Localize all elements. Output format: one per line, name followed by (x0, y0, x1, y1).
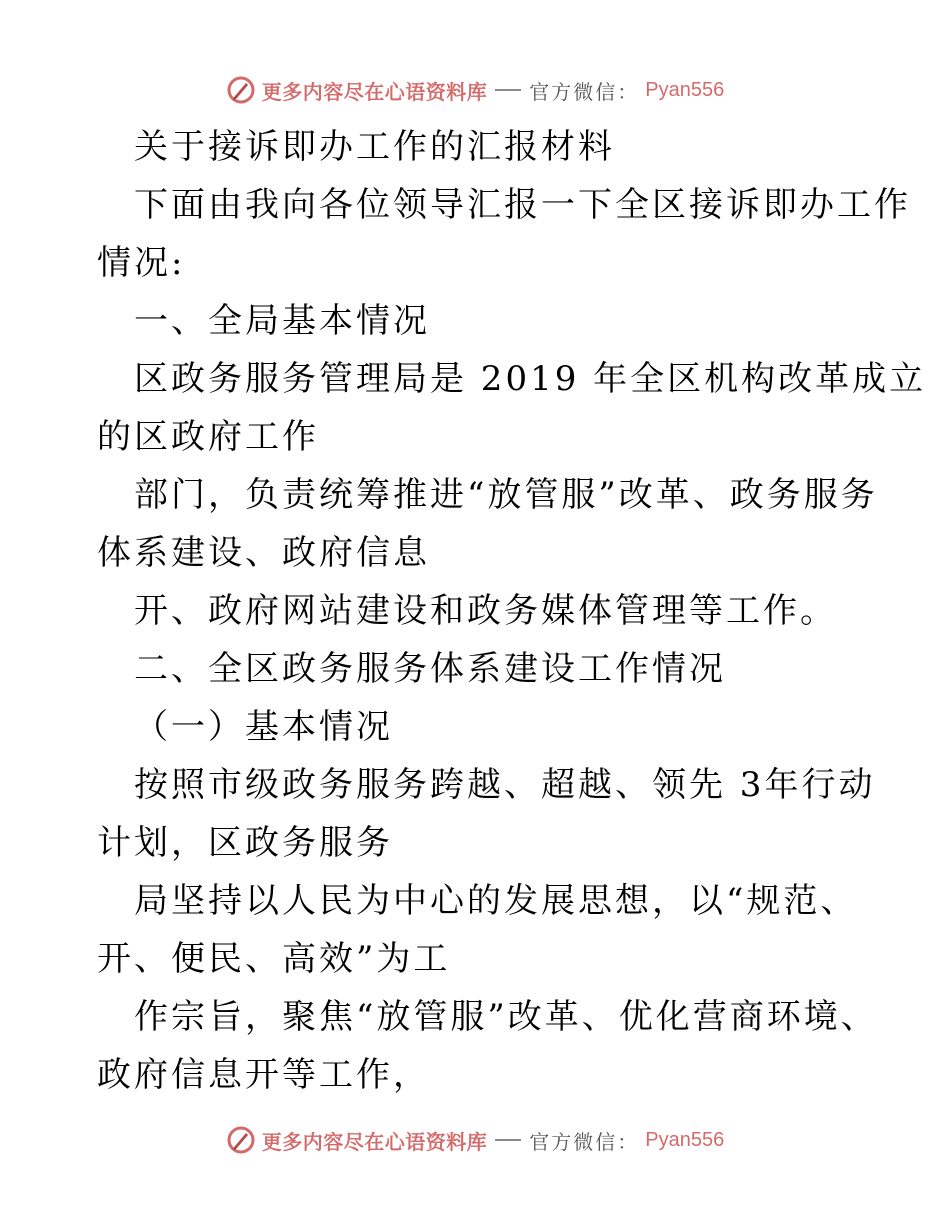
quill-pen-circle-icon (226, 75, 256, 105)
watermark-content (226, 1125, 724, 1155)
watermark-separator (495, 1139, 521, 1141)
section-heading: 一、全局基本情况 (134, 301, 430, 341)
watermark-site-text: 更多内容尽在心语资料库 (261, 1129, 488, 1154)
watermark-wechat-id: Pyan556 (645, 1128, 725, 1151)
document-body (97, 118, 927, 1104)
watermark-content (226, 75, 724, 105)
watermark-wechat-label: 官方微信： (529, 79, 640, 104)
paragraph-line: 情况: (97, 243, 186, 283)
section-heading: 二、全区政务服务体系建设工作情况 (134, 649, 726, 689)
quill-pen-circle-icon (226, 1125, 256, 1155)
paragraph-line: 部门，负责统筹推进“放管服”改革、政务服务 (134, 475, 878, 515)
paragraph-line: 作宗旨，聚焦“放管服”改革、优化营商环境、 (134, 997, 878, 1037)
subsection-heading: （一）基本情况 (134, 707, 393, 747)
watermark-wechat-id: Pyan556 (645, 78, 725, 101)
paragraph-line: 局坚持以人民为中心的发展思想，以“规范、 (134, 881, 858, 921)
paragraph-line: 下面由我向各位领导汇报一下全区接诉即办工作 (134, 185, 911, 225)
paragraph-line: 体系建设、政府信息 (97, 533, 430, 573)
document-title: 关于接诉即办工作的汇报材料 (134, 127, 615, 167)
paragraph-line: 开、政府网站建设和政务媒体管理等工作。 (134, 591, 837, 631)
paragraph-line: 开、便民、高效”为工 (97, 939, 451, 979)
paragraph-line: 的区政府工作 (97, 417, 319, 457)
paragraph-line: 政府信息开等工作， (97, 1055, 430, 1095)
header-watermark (0, 70, 950, 110)
watermark-site-text: 更多内容尽在心语资料库 (261, 79, 488, 104)
paragraph-line: 计划，区政务服务 (97, 823, 393, 863)
footer-watermark (0, 1120, 950, 1160)
paragraph-line: 按照市级政务服务跨越、超越、领先 3年行动 (134, 765, 876, 805)
watermark-separator (495, 89, 521, 91)
watermark-wechat-label: 官方微信： (529, 1129, 640, 1154)
paragraph-line: 区政务服务管理局是 2019 年全区机构改革成立 (134, 359, 927, 399)
